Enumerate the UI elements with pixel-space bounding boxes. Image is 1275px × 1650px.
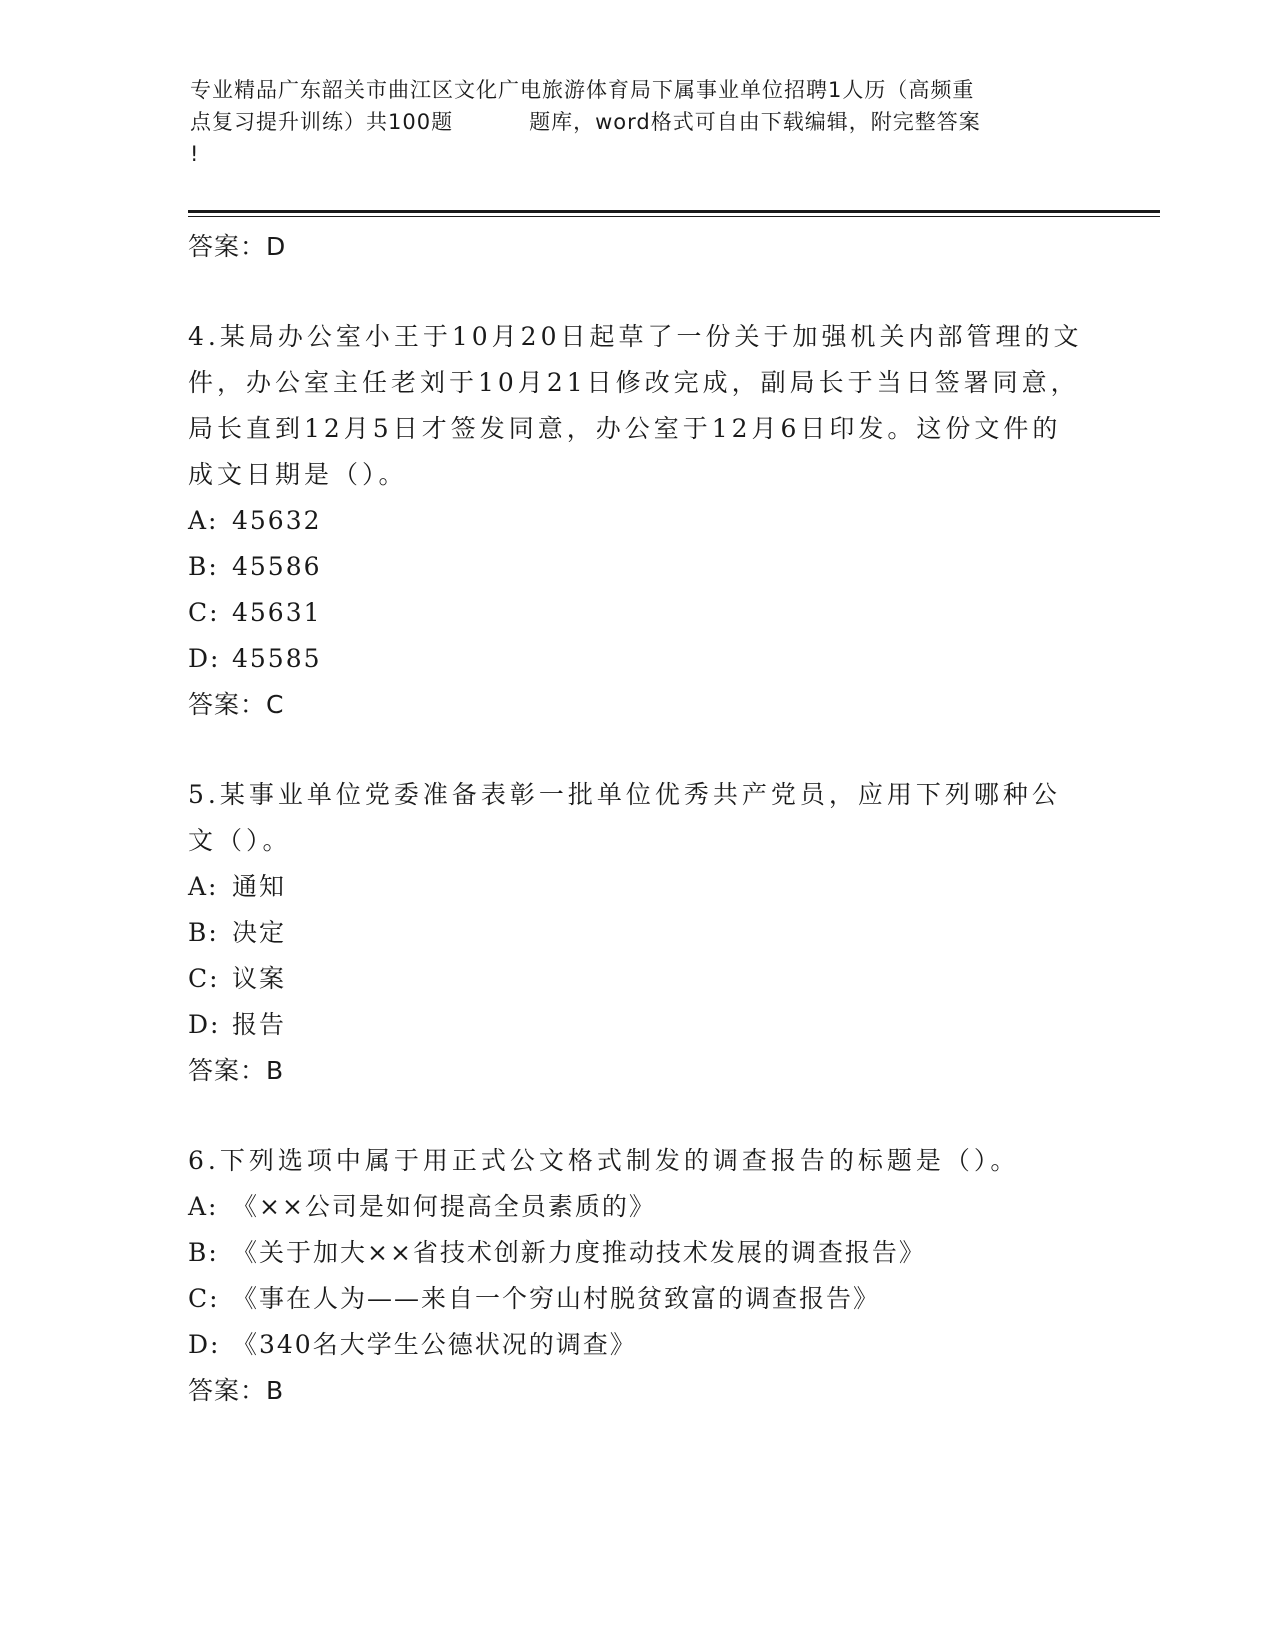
question-text: 5.某事业单位党委准备表彰一批单位优秀共产党员，应用下列哪种公文（）。 — [188, 780, 1061, 855]
option-key: B: — [188, 918, 219, 947]
option-key: D: — [188, 1330, 221, 1359]
option-d — [188, 1002, 1088, 1048]
option-text: 报告 — [232, 1010, 287, 1039]
question-4 — [188, 314, 1088, 728]
question-answer: 答案：B — [188, 1376, 285, 1405]
option-b — [188, 544, 1088, 590]
option-c — [188, 956, 1088, 1002]
page-header — [190, 74, 1090, 170]
question-answer: 答案：B — [188, 1056, 285, 1085]
document-body — [188, 224, 1088, 1414]
header-title-line-3: ! — [190, 142, 200, 166]
header-title-line-1: 专业精品广东韶关市曲江区文化广电旅游体育局下属事业单位招聘1人历（高频重 — [190, 78, 975, 102]
option-d — [188, 1322, 1088, 1368]
option-key: A: — [188, 506, 219, 535]
option-text: 45632 — [232, 506, 322, 535]
option-text: 《××公司是如何提高全员素质的》 — [232, 1192, 656, 1221]
previous-answer: 答案：D — [188, 232, 287, 261]
option-text: 通知 — [232, 872, 287, 901]
question-text: 4.某局办公室小王于10月20日起草了一份关于加强机关内部管理的文件，办公室主任老刘于10月21日修改完成，副局长于当日签署同意，局长直到12月5日才签发同意，办公室于12月6日印发。这份文件的成文日期是（）。 — [188, 322, 1083, 489]
option-key: D: — [188, 1010, 221, 1039]
option-text: 决定 — [232, 918, 287, 947]
header-title-line-2 — [190, 106, 1090, 138]
header-divider-thick — [188, 210, 1160, 213]
option-key: C: — [188, 598, 220, 627]
option-text: 45586 — [232, 552, 322, 581]
option-b — [188, 1230, 1088, 1276]
option-key: A: — [188, 1192, 219, 1221]
header-title-right: 题库，word格式可自由下载编辑，附完整答案 — [529, 110, 981, 134]
option-key: C: — [188, 964, 220, 993]
option-text: 《340名大学生公德状况的调查》 — [232, 1330, 637, 1359]
option-key: B: — [188, 1238, 219, 1267]
option-key: B: — [188, 552, 219, 581]
option-text: 45585 — [232, 644, 322, 673]
option-text: 《关于加大××省技术创新力度推动技术发展的调查报告》 — [232, 1238, 926, 1267]
option-key: A: — [188, 872, 219, 901]
question-text: 6.下列选项中属于用正式公文格式制发的调查报告的标题是（）。 — [188, 1146, 1020, 1175]
option-text: 议案 — [232, 964, 287, 993]
option-a — [188, 864, 1088, 910]
option-d — [188, 636, 1088, 682]
option-text: 45631 — [232, 598, 322, 627]
option-text: 《事在人为——来自一个穷山村脱贫致富的调查报告》 — [232, 1284, 881, 1313]
question-6 — [188, 1138, 1088, 1414]
header-title-left: 点复习提升训练）共100题 — [190, 110, 454, 134]
option-c — [188, 1276, 1088, 1322]
option-key: D: — [188, 644, 221, 673]
option-a — [188, 1184, 1088, 1230]
header-divider-thin — [188, 216, 1160, 217]
option-b — [188, 910, 1088, 956]
option-c — [188, 590, 1088, 636]
question-answer: 答案：C — [188, 690, 285, 719]
question-5 — [188, 772, 1088, 1094]
option-key: C: — [188, 1284, 220, 1313]
option-a — [188, 498, 1088, 544]
